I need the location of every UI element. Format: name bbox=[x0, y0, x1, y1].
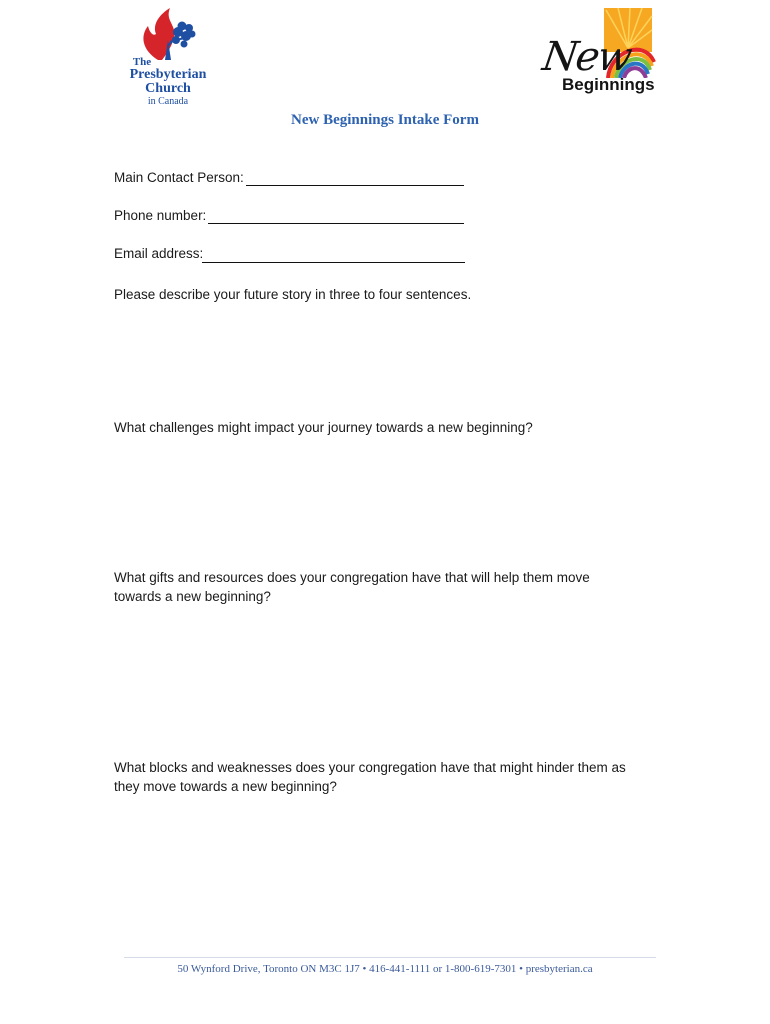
email-label: Email address: bbox=[114, 246, 204, 261]
logo-text-new: New bbox=[539, 34, 634, 80]
logo-text-the: The bbox=[132, 56, 152, 68]
main-contact-label: Main Contact Person: bbox=[114, 170, 244, 185]
new-beginnings-logo bbox=[538, 8, 658, 98]
logo-text-in-canada: in Canada bbox=[147, 96, 189, 107]
question-future-story: Please describe your future story in three to four sentences. bbox=[114, 287, 472, 302]
main-contact-field[interactable] bbox=[246, 185, 464, 186]
footer-address: 50 Wynford Drive, Toronto ON M3C 1J7 • 416-441-1111 or 1-800-619-7301 • presbyterian.ca bbox=[177, 963, 593, 975]
logo-text-presbyterian: Presbyterian bbox=[129, 67, 207, 82]
email-field[interactable] bbox=[202, 262, 465, 263]
logo-text-church: Church bbox=[145, 81, 191, 96]
question-gifts-resources: What gifts and resources does your congregation have that will help them move towards a new beginning? bbox=[114, 570, 590, 604]
presbyterian-church-logo bbox=[118, 6, 218, 106]
phone-field[interactable] bbox=[208, 223, 464, 224]
phone-label: Phone number: bbox=[114, 208, 207, 223]
question-blocks-weaknesses: What blocks and weaknesses does your congregation have that might hinder them as they move towards a new beginning? bbox=[114, 760, 626, 794]
question-challenges: What challenges might impact your journey towards a new beginning? bbox=[114, 420, 533, 435]
logo-text-beginnings: Beginnings bbox=[562, 75, 655, 94]
footer-divider bbox=[124, 957, 656, 958]
flame-tree-icon bbox=[134, 6, 206, 62]
form-title: New Beginnings Intake Form bbox=[291, 112, 479, 128]
